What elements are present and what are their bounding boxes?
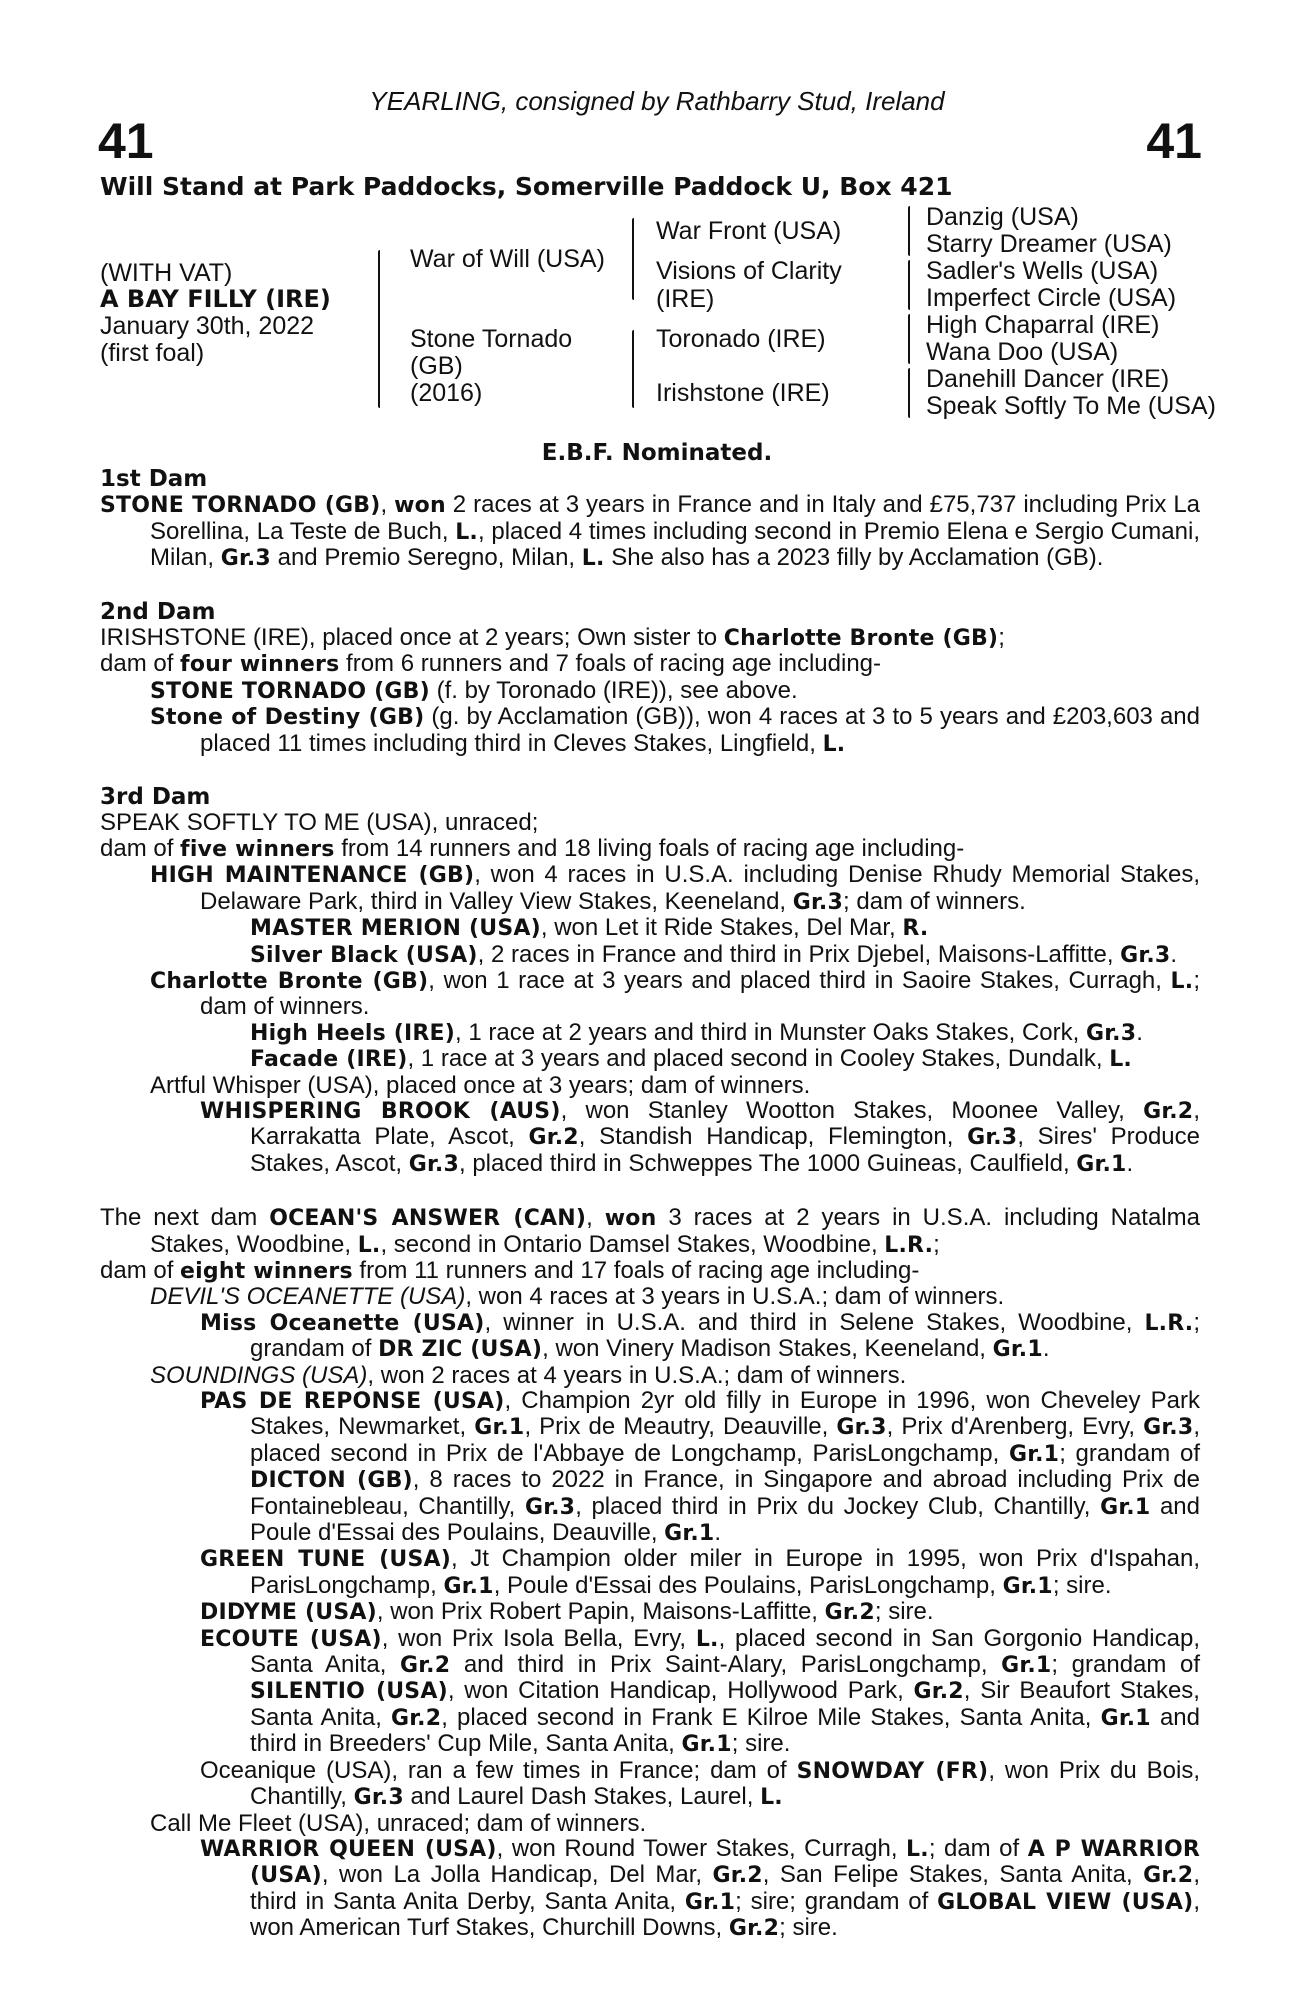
text: and Laurel Dash Stakes, Laurel, <box>403 1783 761 1811</box>
pedigree-entry <box>100 651 1200 677</box>
bold-text: Gr.1 <box>1002 1573 1053 1599</box>
text: ; dam of <box>928 1834 1028 1862</box>
bold-text: DR ZIC (USA) <box>378 1337 543 1363</box>
vat-note: (WITH VAT) <box>100 259 233 287</box>
text: , second in Ontario Damsel Stakes, Woodbine, <box>380 1230 885 1258</box>
bold-text: Gr.2 <box>528 1125 579 1151</box>
bold-text: Stone of Destiny (GB) <box>150 705 425 731</box>
text: , third in Santa Anita Derby, Santa Anita, <box>250 1861 1200 1915</box>
text: , Prix d'Arenberg, Evry, <box>886 1413 1144 1441</box>
bold-text: Gr.2 <box>913 1679 964 1705</box>
text: (f. by Toronado (IRE)), see above. <box>429 676 798 704</box>
pedigree-entry <box>100 492 1200 571</box>
bold-text: High Heels (IRE) <box>250 1020 456 1046</box>
section <box>100 785 1200 1177</box>
bold-text: Gr.2 <box>712 1863 763 1889</box>
sire-dam: Visions of Clarity <box>656 257 842 285</box>
dam: Stone Tornado <box>410 325 573 353</box>
foal-note: (first foal) <box>100 339 205 367</box>
bold-text: L. <box>1109 1047 1132 1073</box>
pedigree-entry <box>100 915 1200 941</box>
section-heading: 1st Dam <box>100 466 208 492</box>
bold-text: won <box>394 493 446 519</box>
text: The next dam <box>100 1204 270 1232</box>
pedigree-entry <box>100 625 1200 651</box>
text: , Sir Beaufort Stakes, Santa Anita, <box>250 1677 1200 1731</box>
pedigree-entry <box>100 1546 1200 1599</box>
pedigree-entry <box>100 1388 1200 1546</box>
pedigree-entry <box>100 678 1200 704</box>
bold-text: L. <box>581 546 605 572</box>
text: ; sire. <box>779 1914 838 1942</box>
pedigree-entry <box>100 1836 1200 1942</box>
bold-text: Gr.1 <box>1100 1494 1151 1520</box>
pedigree-entry <box>100 1363 1200 1388</box>
dam-sire: Toronado (IRE) <box>656 325 826 353</box>
bold-text: Gr.3 <box>524 1494 576 1520</box>
pedigree-entry <box>100 1599 1200 1625</box>
bold-text: L.R. <box>1144 1310 1194 1336</box>
pedigree-entry <box>100 1205 1200 1258</box>
text: 2 races at 3 years in France and in Italy and £75,737 including Prix La Sorellina, La Teste de Buch, <box>150 491 1201 545</box>
text: . <box>1136 1018 1143 1046</box>
bold-text: Silver Black (USA) <box>250 942 478 968</box>
text: . <box>1042 1335 1050 1363</box>
bold-text: GREEN TUNE (USA) <box>200 1547 452 1573</box>
bold-text: Gr.3 <box>792 889 844 915</box>
bold-text: four winners <box>180 652 340 678</box>
bold-text: GLOBAL VIEW (USA) <box>937 1889 1194 1915</box>
bold-text: L. <box>760 1785 783 1811</box>
pedigree-entry <box>100 1073 1200 1098</box>
catalogue-body <box>100 467 1200 1942</box>
text: , Sires' Produce Stakes, Ascot, <box>250 1123 1201 1177</box>
bold-text: WHISPERING BROOK (AUS) <box>200 1098 561 1124</box>
text: . <box>714 1519 722 1547</box>
text: from 6 runners and 7 foals of racing age including- <box>339 650 881 678</box>
text: , won 4 races at 3 years in U.S.A.; dam of winners. <box>465 1283 1005 1311</box>
text: dam of <box>100 1256 181 1284</box>
sire-sire: War Front (USA) <box>656 217 842 245</box>
bold-text: Gr.1 <box>681 1732 732 1758</box>
text: She also has a 2023 filly by Acclamation (GB). <box>604 544 1104 572</box>
text: , won Prix du Bois, Chantilly, <box>250 1756 1201 1811</box>
bold-text: Gr.2 <box>824 1600 875 1626</box>
brace-dam <box>632 330 634 408</box>
text: 3 races at 2 years in U.S.A. including Natalma Stakes, Woodbine, <box>150 1204 1200 1258</box>
subject-name: A BAY FILLY (IRE) <box>100 285 331 313</box>
text: , won 2 races at 4 years in U.S.A.; dam of winners. <box>367 1361 907 1389</box>
bold-text: SILENTIO (USA) <box>250 1679 448 1705</box>
text: , won Citation Handicap, Hollywood Park, <box>447 1677 914 1705</box>
bold-text: MASTER MERION (USA) <box>250 916 541 942</box>
text: and Premio Seregno, Milan, <box>270 544 582 572</box>
lot-number-right: 41 <box>1146 113 1202 169</box>
text: , placed second in Frank E Kilroe Mile Stakes, Santa Anita, <box>441 1703 1101 1731</box>
bold-text: OCEAN'S ANSWER (CAN) <box>269 1206 587 1232</box>
text: , 1 race at 2 years and third in Munster Oaks Stakes, Cork, <box>455 1018 1086 1046</box>
pedigree-entry <box>100 1258 1200 1284</box>
text: ; dam of winners. <box>200 966 1200 1021</box>
text: ; sire; grandam of <box>735 1887 938 1915</box>
bold-text: won <box>604 1206 657 1232</box>
sire-sire-sire: Danzig (USA) <box>926 203 1079 231</box>
text: , won Round Tower Stakes, Curragh, <box>496 1834 907 1862</box>
pedigree-entry <box>100 704 1200 757</box>
text: , Standish Handicap, Flemington, <box>578 1123 968 1151</box>
brace-sire <box>632 218 634 300</box>
bold-text: Gr.3 <box>1085 1020 1137 1046</box>
bold-text: Gr.3 <box>836 1415 887 1441</box>
date-of-birth: January 30th, 2022 <box>100 312 315 340</box>
text: ; dam of winners. <box>843 887 1026 915</box>
bold-text: L. <box>357 1232 381 1258</box>
bold-text: ECOUTE (USA) <box>200 1626 382 1652</box>
pedigree-entry <box>100 810 1200 835</box>
bold-text: STONE TORNADO (GB) <box>150 678 430 704</box>
text: ; grandam of <box>1051 1651 1201 1679</box>
italic-text: DEVIL'S OCEANETTE (USA) <box>150 1283 466 1311</box>
bold-text: Charlotte Bronte (GB) <box>150 968 429 994</box>
bold-text: STONE TORNADO (GB) <box>100 493 381 519</box>
text: . <box>1170 940 1178 968</box>
bold-text: L. <box>455 519 478 545</box>
pedigree-entry <box>100 1284 1200 1309</box>
bold-text: DICTON (GB) <box>250 1468 413 1494</box>
text: dam of <box>100 650 181 678</box>
brace-subject <box>378 250 380 408</box>
text: , 8 races to 2022 in France, in Singapore and abroad including Prix de Fontainebleau, Chantilly, <box>250 1466 1200 1520</box>
section <box>100 600 1200 757</box>
pedigree-entry <box>100 1758 1200 1811</box>
italic-text: SOUNDINGS (USA) <box>150 1361 368 1389</box>
brace-dd <box>908 368 910 418</box>
text: and third in Prix Saint-Alary, ParisLongchamp, <box>450 1651 1002 1679</box>
text: , Jt Champion older miler in Europe in 1995, won Prix d'Ispahan, ParisLongchamp, <box>250 1545 1200 1599</box>
text: and Poule d'Essai des Poulains, Deauville, <box>250 1492 1200 1547</box>
pedigree-entry <box>100 1020 1200 1046</box>
bold-text: L. <box>1170 968 1194 994</box>
text: SPEAK SOFTLY TO ME (USA), unraced; <box>100 809 539 837</box>
text: ; grandam of <box>250 1308 1200 1363</box>
section <box>100 1205 1200 1941</box>
text: , Poule d'Essai des Poulains, ParisLongchamp, <box>493 1571 1003 1599</box>
bold-text: five winners <box>180 836 335 862</box>
bold-text: Gr.3 <box>967 1125 1018 1151</box>
sire-dam-dam: Imperfect Circle (USA) <box>926 284 1177 312</box>
bold-text: Gr.2 <box>391 1705 442 1731</box>
bold-text: Gr.3 <box>353 1785 404 1811</box>
text: , Karrakatta Plate, Ascot, <box>250 1096 1200 1151</box>
text: , 2 races in France and third in Prix Djebel, Maisons-Laffitte, <box>477 940 1121 968</box>
bold-text: Gr.1 <box>1076 1151 1127 1177</box>
text: , placed second in Prix de l'Abbaye de Longchamp, ParisLongchamp, <box>250 1413 1201 1467</box>
text: , Champion 2yr old filly in Europe in 1996, won Cheveley Park Stakes, Newmarket, <box>250 1387 1200 1441</box>
pedigree-entry <box>100 862 1200 915</box>
text: Artful Whisper (USA), placed once at 3 years; dam of winners. <box>150 1071 811 1099</box>
bold-text: Gr.3 <box>1120 942 1171 968</box>
bold-text: WARRIOR QUEEN (USA) <box>200 1836 497 1862</box>
bold-text: L. <box>695 1626 719 1652</box>
pedigree-entry <box>100 836 1200 862</box>
bold-text: Gr.1 <box>664 1521 715 1547</box>
brace-ds <box>908 314 910 364</box>
bold-text: Gr.2 <box>728 1916 780 1942</box>
text: , 1 race at 3 years and placed second in Cooley Stakes, Dundalk, <box>407 1045 1110 1073</box>
text: , <box>380 491 395 519</box>
bold-text: Facade (IRE) <box>250 1047 408 1073</box>
brace-sd <box>908 260 910 310</box>
bold-text: Gr.1 <box>474 1415 525 1441</box>
bold-text: Gr.2 <box>399 1653 451 1679</box>
dam-dam-dam: Speak Softly To Me (USA) <box>926 392 1216 420</box>
bold-text: PAS DE REPONSE (USA) <box>200 1389 505 1414</box>
text: , won Let it Ride Stakes, Del Mar, <box>540 914 903 942</box>
sire-dam-country: (IRE) <box>656 285 715 313</box>
bold-text: HIGH MAINTENANCE (GB) <box>150 863 475 889</box>
text: dam of <box>100 834 181 862</box>
bold-text: Gr.1 <box>1008 1441 1060 1467</box>
dam-dam: Irishstone (IRE) <box>656 379 830 407</box>
bold-text: Charlotte Bronte (GB) <box>723 626 999 652</box>
bold-text: SNOWDAY (FR) <box>796 1758 989 1784</box>
bold-text: Gr.1 <box>1001 1653 1052 1679</box>
bold-text: Gr.3 <box>1143 1415 1194 1441</box>
text: . <box>1126 1149 1134 1177</box>
text: , placed third in Prix du Jockey Club, Chantilly, <box>575 1492 1101 1520</box>
text: , <box>586 1204 605 1232</box>
text: from 14 runners and 18 living foals of racing age including- <box>334 834 965 862</box>
bold-text: Gr.3 <box>220 546 271 572</box>
pedigree-entry <box>100 1098 1200 1177</box>
text: ; sire. <box>1052 1571 1112 1599</box>
ebf-nominated: E.B.F. Nominated. <box>541 440 773 466</box>
text: ; <box>933 1230 940 1258</box>
text: , won Vinery Madison Stakes, Keeneland, <box>542 1335 993 1363</box>
text: , placed second in San Gorgonio Handicap, Santa Anita, <box>250 1624 1200 1679</box>
text: , won 4 races in U.S.A. including Denise Rhudy Memorial Stakes, Delaware Park, third in Valley View Stakes, Keeneland, <box>200 861 1200 915</box>
bold-text: Gr.2 <box>1143 1863 1194 1889</box>
text: , won Stanley Wootton Stakes, Moonee Valley, <box>560 1096 1144 1124</box>
text: , San Felipe Stakes, Santa Anita, <box>762 1861 1144 1889</box>
text: ; grandam of <box>1059 1439 1200 1467</box>
lot-number-left: 41 <box>98 113 154 169</box>
pedigree-entry <box>100 1310 1200 1363</box>
bold-text: Gr.2 <box>1143 1098 1194 1124</box>
pedigree-entry <box>100 1626 1200 1758</box>
text: and third in Breeders' Cup Mile, Santa Anita, <box>250 1703 1200 1758</box>
text: , won La Jolla Handicap, Del Mar, <box>321 1861 713 1889</box>
bold-text: Gr.1 <box>684 1889 736 1915</box>
text: , placed 4 times including second in Premio Elena e Sergio Cumani, Milan, <box>150 517 1200 572</box>
text: , Prix de Meautry, Deauville, <box>524 1413 837 1441</box>
text: from 11 runners and 17 foals of racing age including- <box>352 1256 920 1284</box>
stand-location: Will Stand at Park Paddocks, Somerville Paddock U, Box 421 <box>100 172 953 201</box>
bold-text: Gr.3 <box>408 1151 459 1177</box>
text: , won 1 race at 3 years and placed third in Saoire Stakes, Curragh, <box>428 966 1171 994</box>
bold-text: L. <box>822 731 846 757</box>
brace-ss <box>908 206 910 256</box>
text: , won American Turf Stakes, Churchill Downs, <box>250 1887 1201 1942</box>
bold-text: Gr.1 <box>1100 1705 1151 1731</box>
pedigree-entry <box>100 942 1200 968</box>
sire-sire-dam: Starry Dreamer (USA) <box>926 230 1172 258</box>
bold-text: eight winners <box>180 1258 353 1284</box>
dam-sire-dam: Wana Doo (USA) <box>926 338 1119 366</box>
bold-text: Gr.1 <box>992 1337 1043 1363</box>
dam-country: (GB) <box>410 352 463 380</box>
text: Oceanique (USA), ran a few times in France; dam of <box>200 1756 797 1784</box>
consignor-line: YEARLING, consigned by Rathbarry Stud, Ireland <box>369 86 945 116</box>
text: , won Prix Robert Papin, Maisons-Laffitte, <box>376 1598 825 1626</box>
bold-text: R. <box>902 916 929 942</box>
bold-text: A P WARRIOR (USA) <box>250 1836 1201 1889</box>
section-heading: 3rd Dam <box>100 784 211 811</box>
pedigree-entry <box>100 1046 1200 1072</box>
bold-text: L. <box>906 1836 929 1862</box>
text: IRISHSTONE (IRE), placed once at 2 years; Own sister to <box>100 624 724 652</box>
bold-text: Miss Oceanette (USA) <box>200 1310 485 1336</box>
dam-sire-sire: High Chaparral (IRE) <box>926 311 1160 339</box>
bold-text: Gr.1 <box>443 1573 494 1599</box>
text: (g. by Acclamation (GB)), won 4 races at 3 to 5 years and £203,603 and placed 11 times including third in Cleves Stakes, Lingfield, <box>200 703 1200 757</box>
text: ; <box>998 624 1005 652</box>
bold-text: DIDYME (USA) <box>200 1600 377 1626</box>
pedigree-entry <box>100 1811 1200 1836</box>
section <box>100 467 1200 572</box>
bold-text: L.R. <box>884 1232 934 1258</box>
sire-dam-sire: Sadler's Wells (USA) <box>926 257 1159 285</box>
text: , won Prix Isola Bella, Evry, <box>381 1624 696 1652</box>
text: Call Me Fleet (USA), unraced; dam of winners. <box>150 1809 647 1837</box>
text: ; sire. <box>731 1730 791 1758</box>
text: , placed third in Schweppes The 1000 Guineas, Caulfield, <box>459 1149 1077 1177</box>
dam-year: (2016) <box>410 379 483 407</box>
text: , winner in U.S.A. and third in Selene Stakes, Woodbine, <box>484 1308 1145 1336</box>
dam-dam-sire: Danehill Dancer (IRE) <box>926 365 1170 393</box>
text: ; sire. <box>874 1598 934 1626</box>
sire: War of Will (USA) <box>410 245 605 273</box>
pedigree-entry <box>100 968 1200 1020</box>
section-heading: 2nd Dam <box>100 598 216 625</box>
